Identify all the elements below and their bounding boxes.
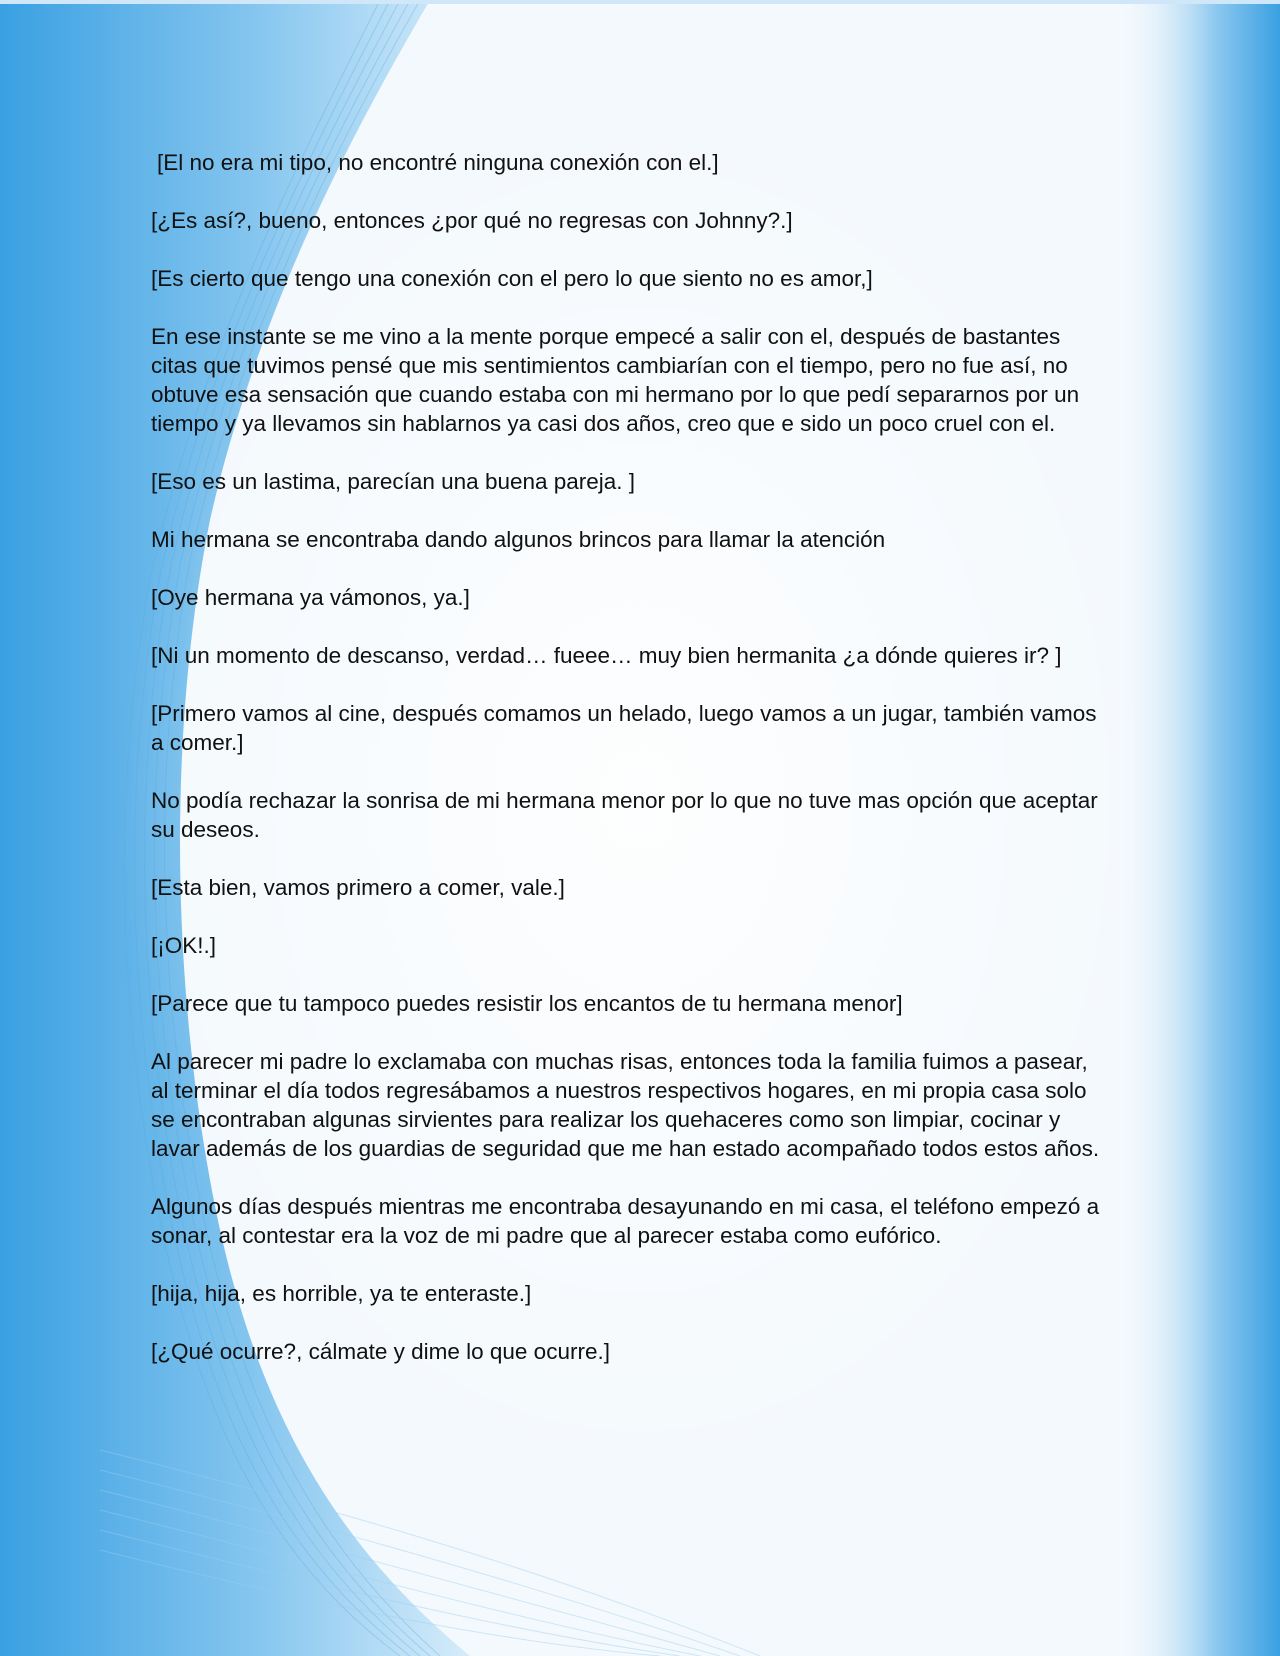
paragraph: Mi hermana se encontraba dando algunos brincos para llamar la atención bbox=[151, 527, 886, 552]
paragraph: En ese instante se me vino a la mente porque empecé a salir con el, después de bastantes citas que tuvimos pensé que mis sentimientos cambiarían con el tiempo, pero no fue así, no obtuve esa sensación que cuando estaba con mi hermano por lo que pedí separarnos por un tiempo y ya llevamos sin hablarnos ya casi dos años, creo que e sido un poco cruel con el. bbox=[151, 324, 1080, 436]
paragraph: [¿Es así?, bueno, entonces ¿por qué no regresas con Johnny?.] bbox=[151, 208, 793, 233]
paragraph: No podía rechazar la sonrisa de mi hermana menor por lo que no tuve mas opción que aceptar su deseos. bbox=[151, 788, 1098, 842]
document-body bbox=[151, 148, 1101, 1395]
paragraph: [Es cierto que tengo una conexión con el pero lo que siento no es amor,] bbox=[151, 266, 873, 291]
paragraph: [¡OK!.] bbox=[151, 933, 217, 958]
paragraph: [Ni un momento de descanso, verdad… fueee… muy bien hermanita ¿a dónde quieres ir? ] bbox=[151, 643, 1062, 668]
paragraph: [Oye hermana ya vámonos, ya.] bbox=[151, 585, 470, 610]
paragraph: Algunos días después mientras me encontraba desayunando en mi casa, el teléfono empezó a sonar, al contestar era la voz de mi padre que al parecer estaba como eufórico. bbox=[151, 1194, 1100, 1248]
paragraph: [Parece que tu tampoco puedes resistir los encantos de tu hermana menor] bbox=[151, 991, 903, 1016]
paragraph: [El no era mi tipo, no encontré ninguna conexión con el.] bbox=[157, 150, 719, 175]
paragraph: [Primero vamos al cine, después comamos un helado, luego vamos a un jugar, también vamos a comer.] bbox=[151, 701, 1097, 755]
paragraph: [Eso es un lastima, parecían una buena pareja. ] bbox=[151, 469, 636, 494]
paragraph: Al parecer mi padre lo exclamaba con muchas risas, entonces toda la familia fuimos a pasear, al terminar el día todos regresábamos a nuestros respectivos hogares, en mi propia casa solo se encontraban algunas sirvientes para realizar los quehaceres como son limpiar, cocinar y lavar además de los guardias de seguridad que me han estado acompañado todos estos años. bbox=[151, 1049, 1100, 1161]
paragraph: [¿Qué ocurre?, cálmate y dime lo que ocurre.] bbox=[151, 1339, 610, 1364]
paragraph: [Esta bien, vamos primero a comer, vale.] bbox=[151, 875, 565, 900]
paragraph: [hija, hija, es horrible, ya te enteraste.] bbox=[151, 1281, 532, 1306]
